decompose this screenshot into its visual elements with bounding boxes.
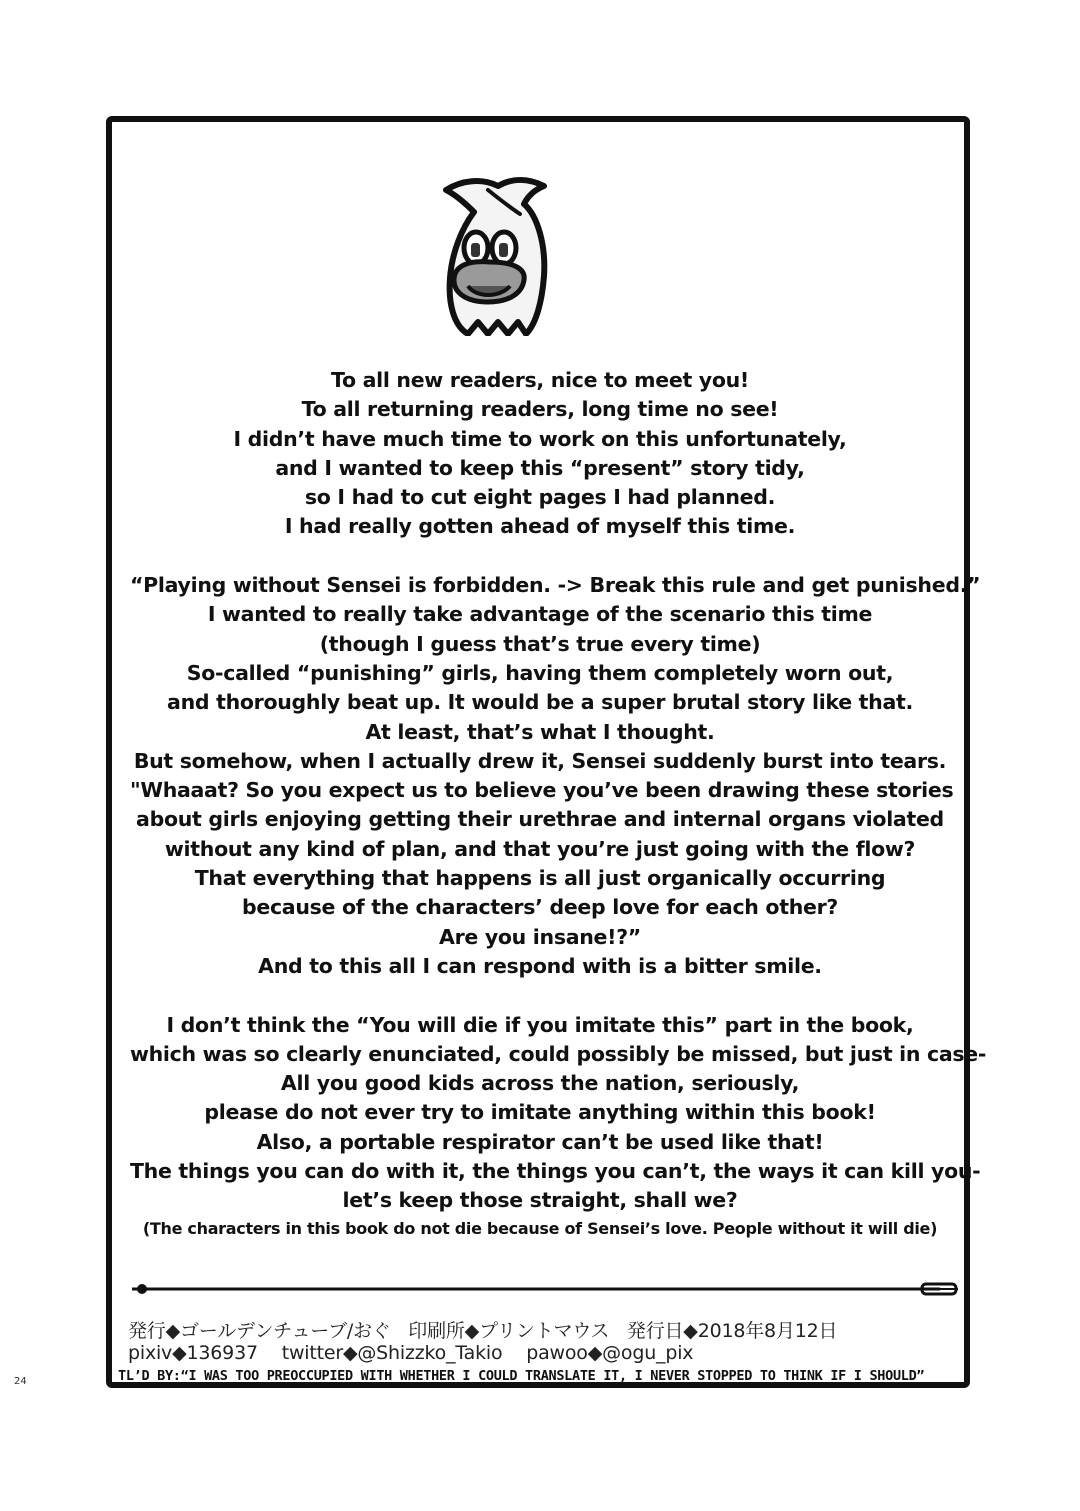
message-line: So-called “punishing” girls, having them completely worn out, <box>186 660 894 685</box>
message-line: (though I guess that’s true every time) <box>319 631 761 656</box>
message-line: so I had to cut eight pages I had planned. <box>304 485 776 510</box>
paragraph-gap <box>130 981 950 1010</box>
message-line: please do not ever try to imitate anything within this book! <box>204 1100 876 1125</box>
author-message <box>130 366 987 1242</box>
message-line: I don’t think the “You will die if you imitate this” part in the book, <box>166 1012 914 1037</box>
colophon-pawoo: pawoo◆@ogu_pix <box>526 1342 694 1364</box>
ghost-duck-mascot-icon <box>428 176 554 336</box>
translator-note: TL’D BY:“I WAS TOO PREOCCUPIED WITH WHETHER I COULD TRANSLATE IT, I NEVER STOPPED TO THINK IF I SHOULD” <box>118 1368 925 1384</box>
colophon-publisher: 発行◆ゴールデンチューブ/おぐ <box>128 1320 391 1342</box>
message-line: Also, a portable respirator can’t be used like that! <box>256 1129 824 1154</box>
message-line: But somehow, when I actually drew it, Sensei suddenly burst into tears. <box>133 748 947 773</box>
colophon-printer: 印刷所◆プリントマウス <box>408 1320 610 1342</box>
message-line: and I wanted to keep this “present” story tidy, <box>275 455 805 480</box>
message-line: At least, that’s what I thought. <box>365 719 715 744</box>
paragraph-gap <box>130 542 950 571</box>
message-line: All you good kids across the nation, seriously, <box>280 1071 800 1096</box>
message-line: Are you insane!?” <box>439 924 641 949</box>
message-line: which was so clearly enunciated, could possibly be missed, but just in case- <box>130 1041 987 1066</box>
message-line: To all new readers, nice to meet you! <box>331 368 749 392</box>
colophon-publishing <box>128 1316 837 1343</box>
message-line: "Whaaat? So you expect us to believe you’ve been drawing these stories <box>130 778 954 803</box>
message-line: That everything that happens is all just organically occurring <box>194 866 886 891</box>
message-line: and thoroughly beat up. It would be a super brutal story like that. <box>167 690 913 715</box>
colophon-accounts <box>128 1342 711 1364</box>
message-line: “Playing without Sensei is forbidden. -> Break this rule and get punished.” <box>130 573 981 598</box>
message-line: let’s keep those straight, shall we? <box>342 1188 738 1213</box>
message-line: because of the characters’ deep love for each other? <box>241 895 839 920</box>
message-line: I had really gotten ahead of myself this time. <box>284 514 796 539</box>
message-line: about girls enjoying getting their urethrae and internal organs violated <box>136 807 944 832</box>
pen-line-divider-icon <box>132 1279 962 1299</box>
message-line: And to this all I can respond with is a bitter smile. <box>258 953 822 978</box>
page-number: 24 <box>14 1376 27 1387</box>
colophon-pixiv: pixiv◆136937 <box>128 1342 258 1364</box>
message-line: without any kind of plan, and that you’re just going with the flow? <box>164 836 916 861</box>
message-line: The things you can do with it, the things you can’t, the ways it can kill you- <box>130 1159 981 1184</box>
colophon-twitter: twitter◆@Shizzko_Takio <box>281 1342 503 1364</box>
message-line: To all returning readers, long time no see! <box>301 397 779 422</box>
colophon-date: 発行日◆2018年8月12日 <box>626 1320 838 1342</box>
message-line: I didn’t have much time to work on this unfortunately, <box>233 426 847 451</box>
message-footnote: (The characters in this book do not die because of Sensei’s love. People without it will die) <box>142 1218 938 1238</box>
message-line: I wanted to really take advantage of the scenario this time <box>207 602 873 627</box>
